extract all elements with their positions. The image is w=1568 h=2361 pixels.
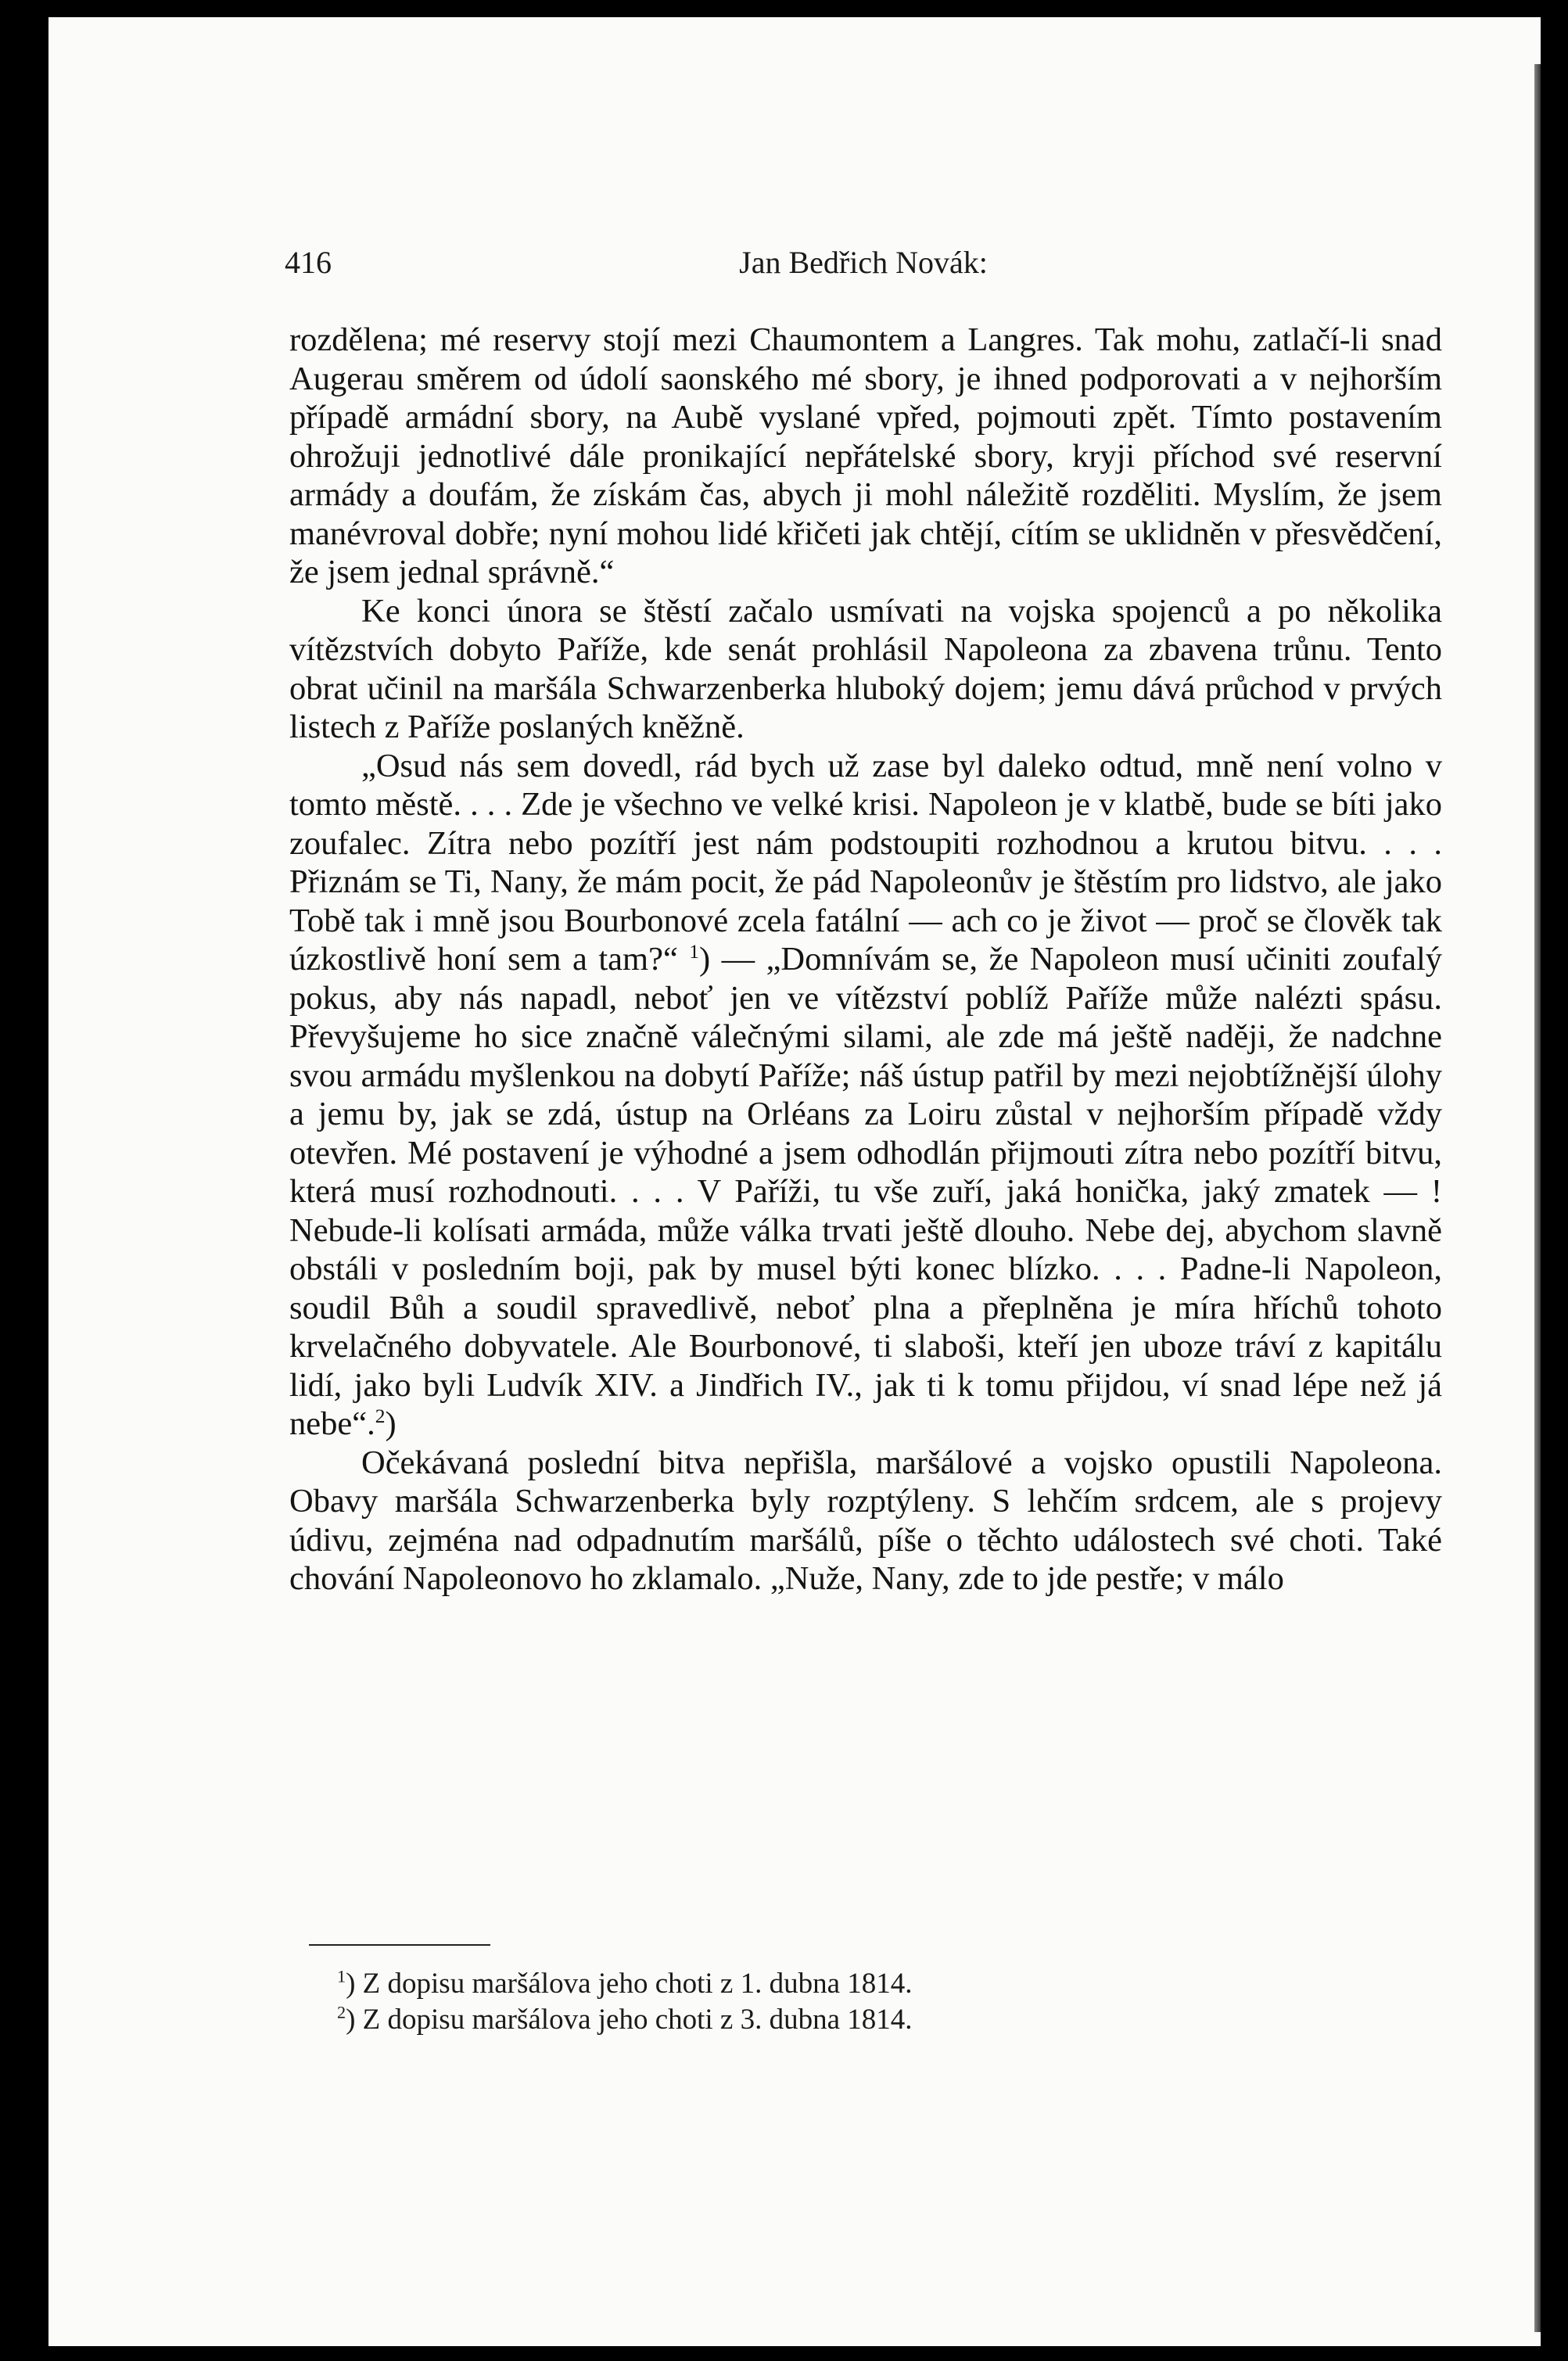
footnote-2-text: ) Z dopisu maršálova jeho choti z 3. dubna 1814. xyxy=(346,2004,913,2036)
running-title: Jan Bedřich Novák: xyxy=(739,245,988,280)
page-binding-edge xyxy=(1534,64,1541,2332)
book-page xyxy=(48,17,1541,2346)
paragraph-1: rozdělena; mé reservy stojí mezi Chaumontem a Langres. Tak mohu, zatlačí-li snad Augerau směrem od údolí saonského mé sbory, je ihned podporovati a v nejhorším případě armádní sbory, na Aubě vyslané vpřed, pojmouti zpět. Tímto postavením ohrožuji jednotlivé dále pronikající nepřátelské sbory, kryji příchod své reservní armády a doufám, že získám čas, abych ji mohl náležitě rozděliti. Myslím, že jsem manévroval dobře; nyní mohou lidé křičeti jak chtějí, cítím se uklidněn v přesvědčení, že jsem jednal správně.“ xyxy=(289,321,1442,590)
paragraph-3-quote: „Osud nás sem dovedl, rád bych už zase byl daleko odtud, mně není volno v tomto městě. . . . Zde je všechno ve velké krisi. Napoleon je v klatbě, bude se bíti jako zoufalec. Zítra nebo pozítří jest nám podstoupiti rozhodnou a krutou bitvu. . . . Přiznám se Ti, Nany, že mám pocit, že pád Napoleonův je štěstím pro lidstvo, ale jako Tobě tak i mně jsou Bourbonové zcela fatální — ach co je život — proč se člověk tak úzkostlivě honí sem a tam?“ $^1$) — „Domnívám se, že Napoleon musí učiniti zoufalý pokus, aby nás napadl, neboť jen ve vítězství poblíž Paříže může nalézti spásu. Převyšujeme ho sice značně válečnými silami, ale zde má ještě naději, že nadchne svou armádu myšlenkou na dobytí Paříže; náš ústup patřil by mezi nejobtížnější úlohy a jemu by, jak se zdá, ústup na Orléans za Loiru zůstal v nejhorším případě vždy otevřen. Mé postavení je výhodné a jsem odhodlán přijmouti zítra nebo pozítří bitvu, která musí rozhodnouti. . . . V Paříži, tu vše zuří, jaká honička, jaký zmatek — ! Nebude-li kolísati armáda, může válka trvati ještě dlouho. Nebe dej, abychom slavně obstáli v posledním boji, pak by musel býti konec blízko. . . . Padne-li Napoleon, soudil Bůh a soudil spravedlivě, neboť plna a přeplněna je míra hříchů tohoto krvelačného dobyvatele. Ale Bourbonové, ti slaboši, kteří jen uboze tráví z kapitálu lidí, jako byli Ludvík XIV. a Jindřich IV., jak ti k tomu přijdou, ví snad lépe než já nebe“.$^2$) xyxy=(289,747,1443,1442)
body-text xyxy=(289,321,1442,1599)
footnote-ref-2-paren: ) xyxy=(385,1405,396,1442)
footnote-rule xyxy=(309,1944,490,1946)
footnote-2-mark: 2 xyxy=(337,2002,346,2022)
quote-part-2: — „Domnívám se, že Napoleon musí učiniti zoufalý pokus, aby nás napadl, neboť jen ve vítězství poblíž Paříže může nalézti spásu. Převyšujeme ho sice značně válečnými silami, ale zde má ještě naději, že nadchne svou armádu myšlenkou na dobytí Paříže; náš ústup patřil by mezi nejobtížnější úlohy a jemu by, jak se zdá, ústup na Orléans za Loiru zůstal v nejhorším případě vždy otevřen. Mé postavení je výhodné a jsem odhodlán přijmouti zítra nebo pozítří bitvu, která musí rozhodnouti. . . . V Paříži, tu vše zuří, jaká honička, jaký zmatek — ! Nebude-li kolísati armáda, může válka trvati ještě dlouho. Nebe dej, abychom slavně obstáli v posledním boji, pak by musel býti konec blízko. . . . Padne-li Napoleon, soudil Bůh a soudil spravedlivě, neboť plna a přeplněna je míra hříchů tohoto krvelačného dobyvatele. Ale Bourbonové, ti slaboši, kteří jen uboze tráví z kapitálu lidí, jako byli Ludvík XIV. a Jindřich IV., jak ti k tomu přijdou, ví snad lépe než já nebe“. xyxy=(289,941,1443,1442)
footnotes xyxy=(337,1966,1276,2038)
footnote-ref-1: 1 xyxy=(689,939,700,963)
footnote-2 xyxy=(337,2002,1276,2038)
running-head xyxy=(285,244,1442,291)
footnote-ref-2: 2 xyxy=(375,1404,386,1427)
page-number: 416 xyxy=(285,245,332,280)
paragraph-2: Ke konci února se štěstí začalo usmívati na vojska spojenců a po několika vítězstvích dobyto Paříže, kde senát prohlásil Napoleona za zbavena trůnu. Tento obrat učinil na maršála Schwarzenberka hluboký dojem; jemu dává průchod v prvých listech z Paříže poslaných kněžně. xyxy=(289,592,1442,745)
paragraph-4: Očekávaná poslední bitva nepřišla, maršálové a vojsko opustili Napoleona. Obavy maršála Schwarzenberka byly rozptýleny. S lehčím srdcem, ale s projevy údivu, zejména nad odpadnutím maršálů, píše o těchto událostech své choti. Také chování Napoleonovo ho zklamalo. „Nuže, Nany, zde to jde pestře; v málo xyxy=(289,1444,1442,1597)
footnote-1 xyxy=(337,1966,1276,2002)
quote-part-1: „Osud nás sem dovedl, rád bych už zase byl daleko odtud, mně není volno v tomto městě. . . . Zde je všechno ve velké krisi. Napoleon je v klatbě, bude se bíti jako zoufalec. Zítra nebo pozítří jest nám podstoupiti rozhodnou a krutou bitvu. . . . Přiznám se Ti, Nany, že mám pocit, že pád Napoleonův je štěstím pro lidstvo, ale jako Tobě tak i mně jsou Bourbonové zcela fatální — ach co je život — proč se člověk tak úzkostlivě honí sem a tam?“ xyxy=(289,747,1442,978)
footnote-1-mark: 1 xyxy=(337,1966,346,1986)
footnote-1-text: ) Z dopisu maršálova jeho choti z 1. dubna 1814. xyxy=(346,1968,913,2000)
